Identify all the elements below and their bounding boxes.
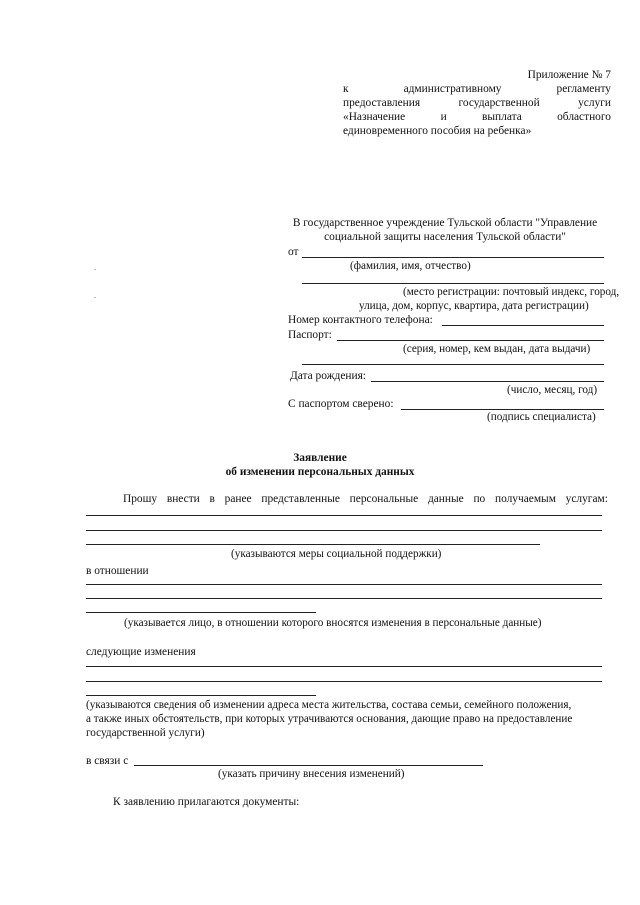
request-sentence bbox=[123, 492, 608, 506]
support-hint: (указываются меры социальной поддержки) bbox=[231, 548, 442, 560]
addressee-line-1: В государственное учреждение Тульской области "Управление bbox=[292, 217, 598, 229]
birth-label: Дата рождения: bbox=[290, 370, 366, 382]
addressee-block bbox=[285, 216, 605, 244]
address-hint-2: улица, дом, корпус, квартира, дата регистрации) bbox=[359, 300, 589, 312]
reason-hint: (указать причину внесения изменений) bbox=[218, 768, 405, 780]
verified-label: С паспортом сверено: bbox=[288, 398, 394, 410]
annex-word: к bbox=[343, 83, 349, 95]
annex-word: государственной bbox=[458, 97, 540, 109]
regarding-field-2[interactable] bbox=[86, 598, 602, 599]
verified-hint: (подпись специалиста) bbox=[487, 411, 596, 423]
regarding-field-3[interactable] bbox=[86, 612, 316, 613]
annex-word: выплата bbox=[482, 111, 522, 123]
annex-line-1 bbox=[343, 82, 611, 96]
annex-word: административному bbox=[403, 83, 502, 95]
reason-label: в связи с bbox=[86, 755, 129, 767]
annex-title: Приложение № 7 bbox=[527, 69, 611, 81]
statement-subtitle: об изменении персональных данных bbox=[225, 466, 415, 478]
changes-field-2[interactable] bbox=[86, 681, 602, 682]
services-field-2[interactable] bbox=[86, 530, 602, 531]
annex-word: областного bbox=[557, 111, 611, 123]
annex-word: услуги bbox=[578, 97, 611, 109]
request-word: Прошу bbox=[123, 493, 158, 505]
changes-label: следующие изменения bbox=[86, 646, 196, 658]
changes-field-3[interactable] bbox=[86, 695, 316, 696]
request-word: данные bbox=[427, 493, 464, 505]
request-word: представленные bbox=[261, 493, 340, 505]
request-word: в bbox=[209, 493, 215, 505]
address-field[interactable] bbox=[302, 283, 604, 284]
changes-hint-3: государственной услуги) bbox=[86, 727, 205, 739]
annex-line-2 bbox=[343, 96, 611, 110]
request-word: по bbox=[473, 493, 486, 505]
regarding-field-1[interactable] bbox=[86, 584, 602, 585]
request-word: услугам: bbox=[565, 493, 608, 505]
addressee-line-2: социальной защиты населения Тульской области" bbox=[324, 231, 566, 243]
changes-hint-1: (указываются сведения об изменении адреса места жительства, состава семьи, семейного положения, bbox=[86, 699, 572, 711]
passport-label: Паспорт: bbox=[288, 329, 332, 341]
fio-field[interactable] bbox=[302, 257, 604, 258]
annex-word: предоставления bbox=[343, 97, 421, 109]
passport-field-2[interactable] bbox=[302, 364, 604, 365]
changes-field-1[interactable] bbox=[86, 666, 602, 667]
attachments-label: К заявлению прилагаются документы: bbox=[113, 796, 300, 808]
services-field-3[interactable] bbox=[86, 544, 540, 545]
passport-hint: (серия, номер, кем выдан, дата выдачи) bbox=[403, 343, 591, 355]
services-field-1[interactable] bbox=[86, 515, 602, 516]
scan-mark bbox=[94, 297, 96, 298]
phone-field[interactable] bbox=[442, 325, 604, 326]
changes-hint-2: а также иных обстоятельств, при которых утрачиваются основания, дающие право на предоставление bbox=[86, 713, 573, 725]
annex-word: «Назначение bbox=[343, 111, 406, 123]
statement-title: Заявление bbox=[293, 452, 347, 464]
person-hint: (указывается лицо, в отношении которого вносятся изменения в персональные данные) bbox=[124, 617, 542, 629]
request-word: получаемым bbox=[494, 493, 556, 505]
request-word: ранее bbox=[224, 493, 252, 505]
reason-field[interactable] bbox=[134, 765, 483, 766]
birth-hint: (число, месяц, год) bbox=[507, 384, 598, 396]
request-word: внести bbox=[166, 493, 200, 505]
address-hint-1: (место регистрации: почтовый индекс, город, bbox=[403, 286, 620, 298]
regarding-label: в отношении bbox=[86, 565, 149, 577]
annex-block bbox=[343, 68, 611, 138]
annex-line-4: единовременного пособия на ребенка» bbox=[343, 125, 532, 137]
passport-field[interactable] bbox=[337, 340, 604, 341]
annex-word: и bbox=[440, 111, 447, 123]
birth-field[interactable] bbox=[371, 381, 604, 382]
annex-line-3 bbox=[343, 110, 611, 124]
scan-mark bbox=[94, 269, 96, 270]
annex-word: регламенту bbox=[556, 83, 611, 95]
fio-hint: (фамилия, имя, отчество) bbox=[350, 260, 471, 272]
from-label: от bbox=[288, 246, 299, 258]
phone-label: Номер контактного телефона: bbox=[288, 314, 433, 326]
request-word: персональные bbox=[349, 493, 419, 505]
